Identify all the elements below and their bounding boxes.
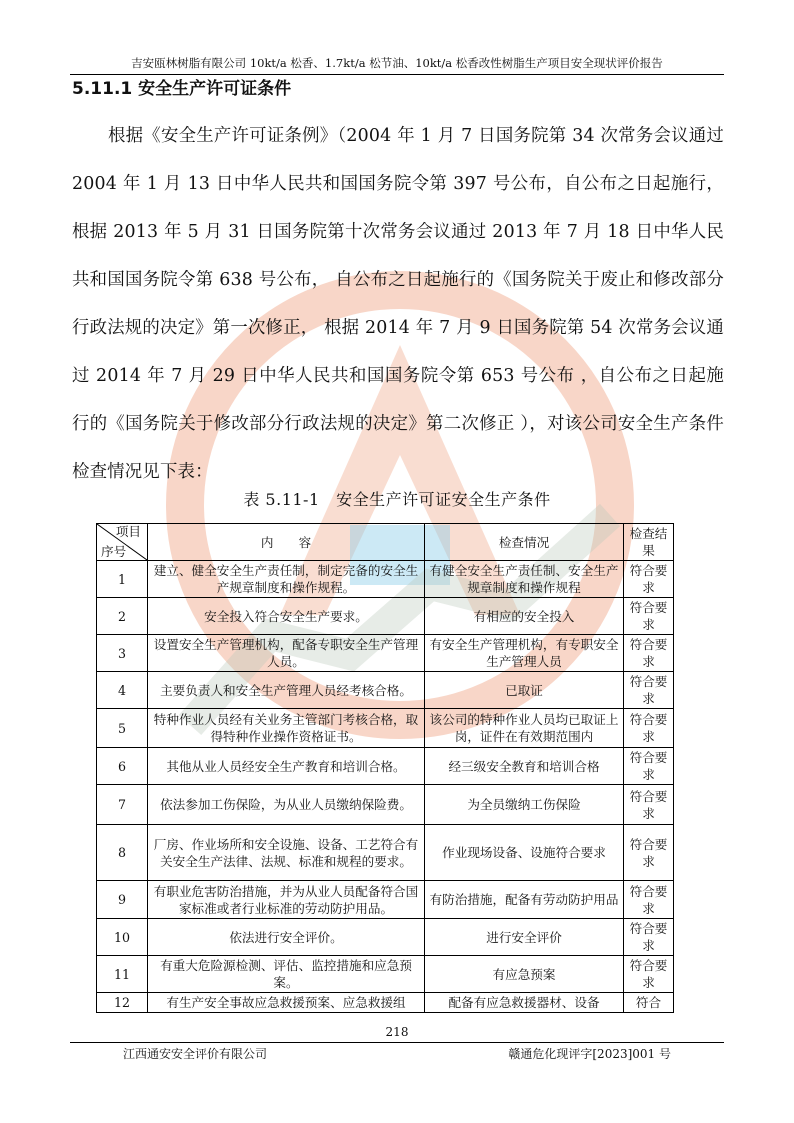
row-result: 符合要求 xyxy=(624,748,674,785)
header-result: 检查结果 xyxy=(624,524,674,561)
row-no: 12 xyxy=(97,993,148,1013)
row-no: 7 xyxy=(97,785,148,825)
row-check: 有健全安全生产责任制、安全生产规章制度和操作规程 xyxy=(425,561,624,598)
row-no: 1 xyxy=(97,561,148,598)
table-caption: 表 5.11-1 安全生产许可证安全生产条件 xyxy=(243,490,551,509)
row-no: 8 xyxy=(97,825,148,881)
row-no: 4 xyxy=(97,672,148,709)
table-row xyxy=(97,956,674,993)
page-number: 218 xyxy=(385,1025,409,1039)
table-row xyxy=(97,785,674,825)
footer-report-number: 赣通危化现评字[2023]001 号 xyxy=(508,1047,671,1061)
row-no: 11 xyxy=(97,956,148,993)
conditions-table xyxy=(96,523,674,1013)
footer-company: 江西通安安全评价有限公司 xyxy=(123,1047,268,1061)
table-row xyxy=(97,598,674,635)
header-seq-label: 序号 xyxy=(101,544,127,559)
header-content: 内 容 xyxy=(148,524,425,561)
row-content: 厂房、作业场所和安全设施、设备、工艺符合有关安全生产法律、法规、标准和规程的要求。 xyxy=(148,825,425,881)
row-content: 建立、健全安全生产责任制，制定完备的安全生产规章制度和操作规程。 xyxy=(148,561,425,598)
row-check: 经三级安全教育和培训合格 xyxy=(425,748,624,785)
row-check: 该公司的特种作业人员均已取证上岗，证件在有效期范围内 xyxy=(425,709,624,748)
table-row xyxy=(97,993,674,1013)
row-content: 有生产安全事故应急救援预案、应急救援组 xyxy=(148,993,425,1013)
table-row xyxy=(97,748,674,785)
row-check: 有安全生产管理机构，有专职安全生产管理人员 xyxy=(425,635,624,672)
table-row xyxy=(97,919,674,956)
row-result: 符合要求 xyxy=(624,785,674,825)
header-check: 检查情况 xyxy=(425,524,624,561)
row-no: 9 xyxy=(97,881,148,919)
row-result: 符合 xyxy=(624,993,674,1013)
row-no: 3 xyxy=(97,635,148,672)
section-heading: 5.11.1 安全生产许可证条件 xyxy=(72,79,292,99)
row-result: 符合要求 xyxy=(624,956,674,993)
row-check: 进行安全评价 xyxy=(425,919,624,956)
row-result: 符合要求 xyxy=(624,635,674,672)
row-check: 有防治措施，配备有劳动防护用品 xyxy=(425,881,624,919)
row-no: 2 xyxy=(97,598,148,635)
table-row xyxy=(97,561,674,598)
page-header: 吉安瓯林树脂有限公司 10kt/a 松香、1.7kt/a 松节油、10kt/a 松香改性树脂生产项目安全现状评价报告 xyxy=(131,56,663,70)
row-no: 6 xyxy=(97,748,148,785)
row-content: 依法参加工伤保险，为从业人员缴纳保险费。 xyxy=(148,785,425,825)
row-check: 作业现场设备、设施符合要求 xyxy=(425,825,624,881)
row-result: 符合要求 xyxy=(624,561,674,598)
row-content: 主要负责人和安全生产管理人员经考核合格。 xyxy=(148,672,425,709)
row-no: 10 xyxy=(97,919,148,956)
row-check: 有应急预案 xyxy=(425,956,624,993)
table-row xyxy=(97,709,674,748)
row-content: 设置安全生产管理机构，配备专职安全生产管理人员。 xyxy=(148,635,425,672)
row-check: 已取证 xyxy=(425,672,624,709)
table-row xyxy=(97,825,674,881)
row-result: 符合要求 xyxy=(624,825,674,881)
footer-rule xyxy=(70,1042,724,1043)
row-result: 符合要求 xyxy=(624,709,674,748)
row-content: 其他从业人员经安全生产教育和培训合格。 xyxy=(148,748,425,785)
row-check: 配备有应急救援器材、设备 xyxy=(425,993,624,1013)
row-result: 符合要求 xyxy=(624,598,674,635)
row-no: 5 xyxy=(97,709,148,748)
row-content: 安全投入符合安全生产要求。 xyxy=(148,598,425,635)
row-content: 有职业危害防治措施，并为从业人员配备符合国家标准或者行业标准的劳动防护用品。 xyxy=(148,881,425,919)
row-content: 依法进行安全评价。 xyxy=(148,919,425,956)
body-paragraph: 根据《安全生产许可证条例》（2004 年 1 月 7 日国务院第 34 次常务会议通过 2004 年 1 月 13 日中华人民共和国国务院令第 397 号公布，自公布之日起施行， 根据 2013 年 5 月 31 日国务院第十次常务会议通过 2013 年 7 月 18 日中华人民共和国国务院令第 638 号公布， 自公布之日起施行的《国务院关于废止和修改部分行政法规的决定》第一次修正， 根据 2014 年 7 月 9 日国务院第 54 次常务会议通过 2014 年 7 月 29 日中华人民共和国国务院令第 653 号公布 ，自公布之日起施行的《国务院关于修改部分行政法规的决定》第二次修正 ），对该公司安全生产条件检查情况见下表： xyxy=(72,126,724,482)
row-content: 有重大危险源检测、评估、监控措施和应急预案。 xyxy=(148,956,425,993)
row-result: 符合要求 xyxy=(624,919,674,956)
row-check: 为全员缴纳工伤保险 xyxy=(425,785,624,825)
header-rule xyxy=(70,74,724,75)
table-header-row xyxy=(97,524,674,561)
table-row xyxy=(97,881,674,919)
row-result: 符合要求 xyxy=(624,672,674,709)
row-content: 特种作业人员经有关业务主管部门考核合格，取得特种作业操作资格证书。 xyxy=(148,709,425,748)
table-row xyxy=(97,635,674,672)
header-item-label: 项目 xyxy=(115,524,141,539)
row-check: 有相应的安全投入 xyxy=(425,598,624,635)
row-result: 符合要求 xyxy=(624,881,674,919)
table-row xyxy=(97,672,674,709)
diagonal-header-cell xyxy=(97,524,148,561)
